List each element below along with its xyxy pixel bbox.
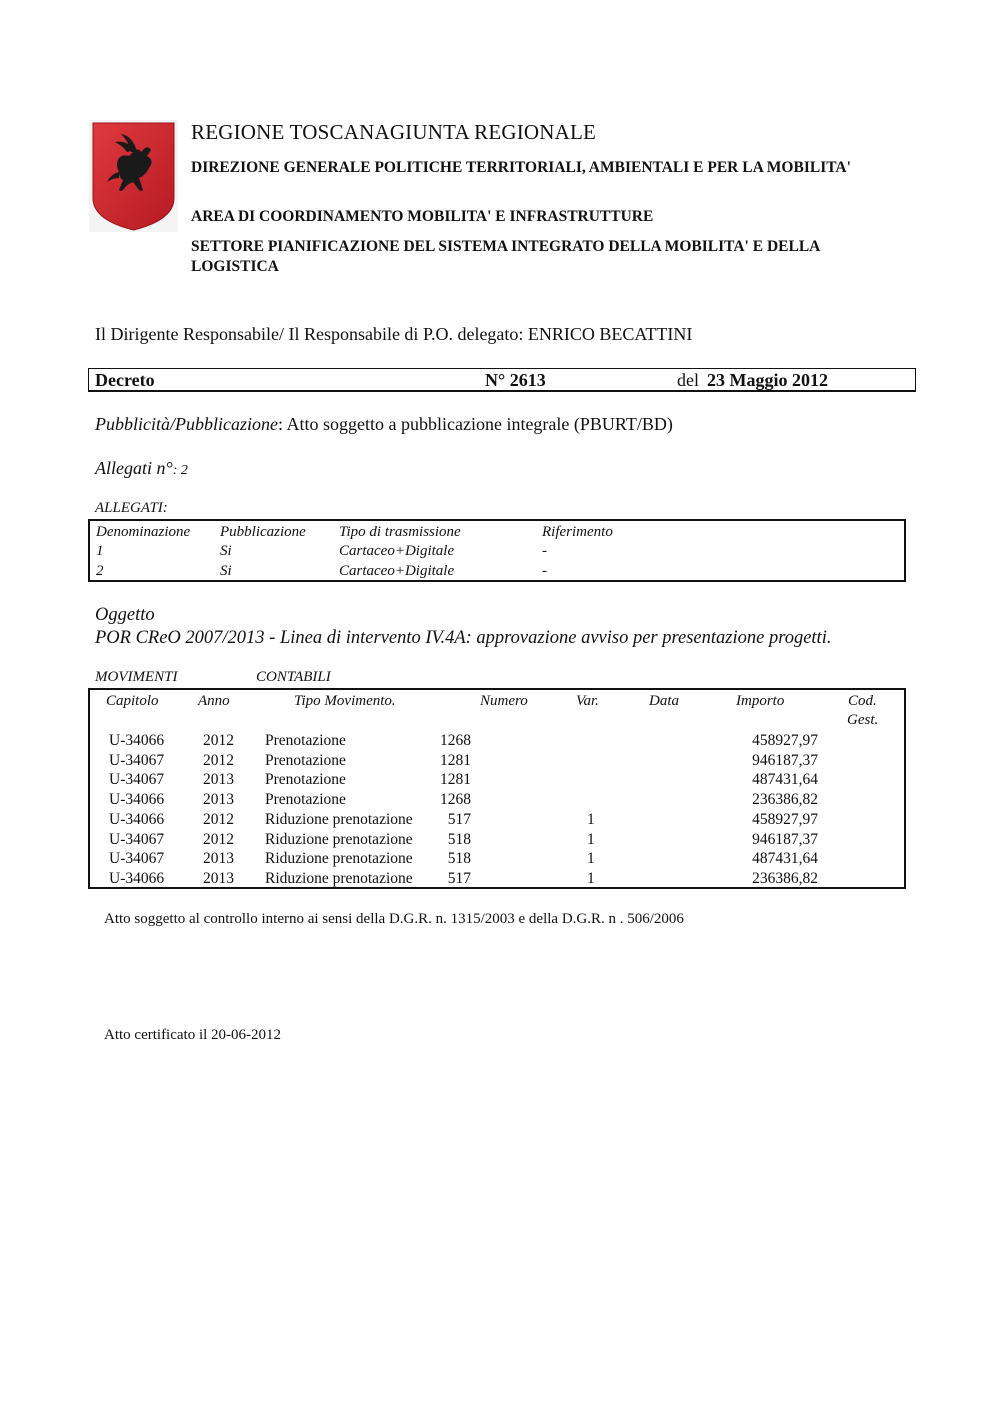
table-cell: - xyxy=(542,563,547,579)
allegati-table xyxy=(88,519,906,582)
table-cell: 236386,82 xyxy=(752,791,818,809)
table-cell: Riduzione prenotazione xyxy=(265,810,413,828)
table-cell: U-34067 xyxy=(109,771,165,789)
allegati-count xyxy=(95,458,188,479)
movimenti-header-cod: Cod. xyxy=(848,693,877,709)
table-cell: U-34067 xyxy=(109,830,165,848)
header-title: REGIONE TOSCANAGIUNTA REGIONALE xyxy=(191,120,597,144)
allegati-count-value: : 2 xyxy=(172,463,188,478)
decreto-del-label: del xyxy=(677,370,699,390)
table-cell: Prenotazione xyxy=(265,732,346,749)
table-cell: Riduzione prenotazione xyxy=(265,869,413,887)
pubblicita-line xyxy=(95,414,673,435)
pubblicita-value: : Atto soggetto a pubblicazione integrale (PBURT/BD) xyxy=(277,414,673,434)
decreto-box xyxy=(88,368,916,392)
table-cell: 1281 xyxy=(440,751,471,769)
table-cell: 1281 xyxy=(440,771,471,789)
table-cell: 1 xyxy=(587,810,595,828)
table-cell: 487431,64 xyxy=(752,771,818,789)
movimenti-header-tipo: Tipo Movimento. xyxy=(294,693,396,709)
movimenti-table xyxy=(88,688,906,889)
movimenti-header-var: Var. xyxy=(576,693,599,709)
header-settore: SETTORE PIANIFICAZIONE DEL SISTEMA INTEGRATO DELLA MOBILITA' E DELLA LOGISTICA xyxy=(191,238,820,275)
table-cell: 2012 xyxy=(203,810,234,828)
table-cell: Cartaceo+Digitale xyxy=(339,563,455,579)
movimenti-header-numero: Numero xyxy=(480,693,528,709)
table-cell: 517 xyxy=(447,869,471,887)
table-cell: 2013 xyxy=(203,850,234,868)
allegati-header-denominazione: Denominazione xyxy=(96,524,191,540)
table-cell: Prenotazione xyxy=(265,771,346,789)
movimenti-header-data: Data xyxy=(649,693,679,709)
table-cell: 517 xyxy=(447,810,471,828)
table-cell: 1 xyxy=(587,850,595,868)
table-cell: 2 xyxy=(96,563,104,579)
table-cell: Prenotazione xyxy=(265,751,346,769)
table-cell: Si xyxy=(220,543,232,559)
table-cell: Riduzione prenotazione xyxy=(265,850,413,868)
allegati-header-tipo: Tipo di trasmissione xyxy=(339,524,461,540)
pubblicita-label: Pubblicità/Pubblicazione xyxy=(95,414,278,434)
table-cell: 518 xyxy=(447,830,471,848)
table-cell: 946187,37 xyxy=(752,830,818,848)
movimenti-header-importo: Importo xyxy=(736,693,785,709)
movimenti-title-right: CONTABILI xyxy=(256,669,331,685)
table-cell: 2013 xyxy=(203,869,234,887)
table-cell: 2013 xyxy=(203,791,234,809)
table-cell: U-34066 xyxy=(109,791,165,809)
movimenti-header-capitolo: Capitolo xyxy=(106,693,159,709)
oggetto-text: POR CReO 2007/2013 - Linea di intervento IV.4A: approvazione avviso per presentazione progetti. xyxy=(95,628,832,648)
allegati-count-label: Allegati n° xyxy=(95,458,173,478)
table-cell: 1 xyxy=(587,869,595,887)
table-cell: 1 xyxy=(587,830,595,848)
controllo-note: Atto soggetto al controllo interno ai sensi della D.G.R. n. 1315/2003 e della D.G.R. n . 506/2006 xyxy=(104,911,684,927)
allegati-title: ALLEGATI: xyxy=(95,500,168,516)
movimenti-title-left: MOVIMENTI xyxy=(95,669,178,685)
table-cell: U-34066 xyxy=(109,810,165,828)
table-cell: U-34066 xyxy=(109,869,165,887)
decreto-data: 23 Maggio 2012 xyxy=(707,370,828,390)
movimenti-header-gest: Gest. xyxy=(847,712,879,728)
dirigente-line: Il Dirigente Responsabile/ Il Responsabile di P.O. delegato: ENRICO BECATTINI xyxy=(95,324,693,344)
table-cell: 1 xyxy=(96,543,104,559)
oggetto-block xyxy=(95,604,831,650)
allegati-header-riferimento: Riferimento xyxy=(542,524,613,540)
header-direzione: DIREZIONE GENERALE POLITICHE TERRITORIALI, AMBIENTALI E PER LA MOBILITA' xyxy=(191,159,851,176)
table-cell: 1268 xyxy=(440,732,471,749)
decreto-label: Decreto xyxy=(95,370,155,390)
certificato-note: Atto certificato il 20-06-2012 xyxy=(104,1027,282,1043)
table-cell: - xyxy=(542,543,547,559)
table-cell: 2012 xyxy=(203,751,234,769)
table-cell: 487431,64 xyxy=(752,850,818,868)
tuscany-pegasus-crest-icon xyxy=(89,120,178,232)
table-cell: Cartaceo+Digitale xyxy=(339,543,455,559)
table-cell: 458927,97 xyxy=(752,810,818,828)
oggetto-label: Oggetto xyxy=(95,605,155,625)
table-cell: Riduzione prenotazione xyxy=(265,830,413,848)
table-cell: 946187,37 xyxy=(752,751,818,769)
table-cell: 2012 xyxy=(203,732,234,749)
table-cell: Si xyxy=(220,563,232,579)
table-cell: 1268 xyxy=(440,791,471,809)
allegati-header-pubblicazione: Pubblicazione xyxy=(220,524,306,540)
decreto-numero: N° 2613 xyxy=(485,370,546,390)
table-cell: U-34067 xyxy=(109,751,165,769)
table-cell: Prenotazione xyxy=(265,791,346,809)
table-cell: U-34066 xyxy=(109,732,165,749)
table-cell: 236386,82 xyxy=(752,869,818,887)
table-cell: 2013 xyxy=(203,771,234,789)
table-cell: 458927,97 xyxy=(752,732,818,749)
header-area: AREA DI COORDINAMENTO MOBILITA' E INFRASTRUTTURE xyxy=(191,208,654,225)
movimenti-header-anno: Anno xyxy=(198,693,230,709)
table-cell: 2012 xyxy=(203,830,234,848)
table-cell: 518 xyxy=(447,850,471,868)
table-cell: U-34067 xyxy=(109,850,165,868)
